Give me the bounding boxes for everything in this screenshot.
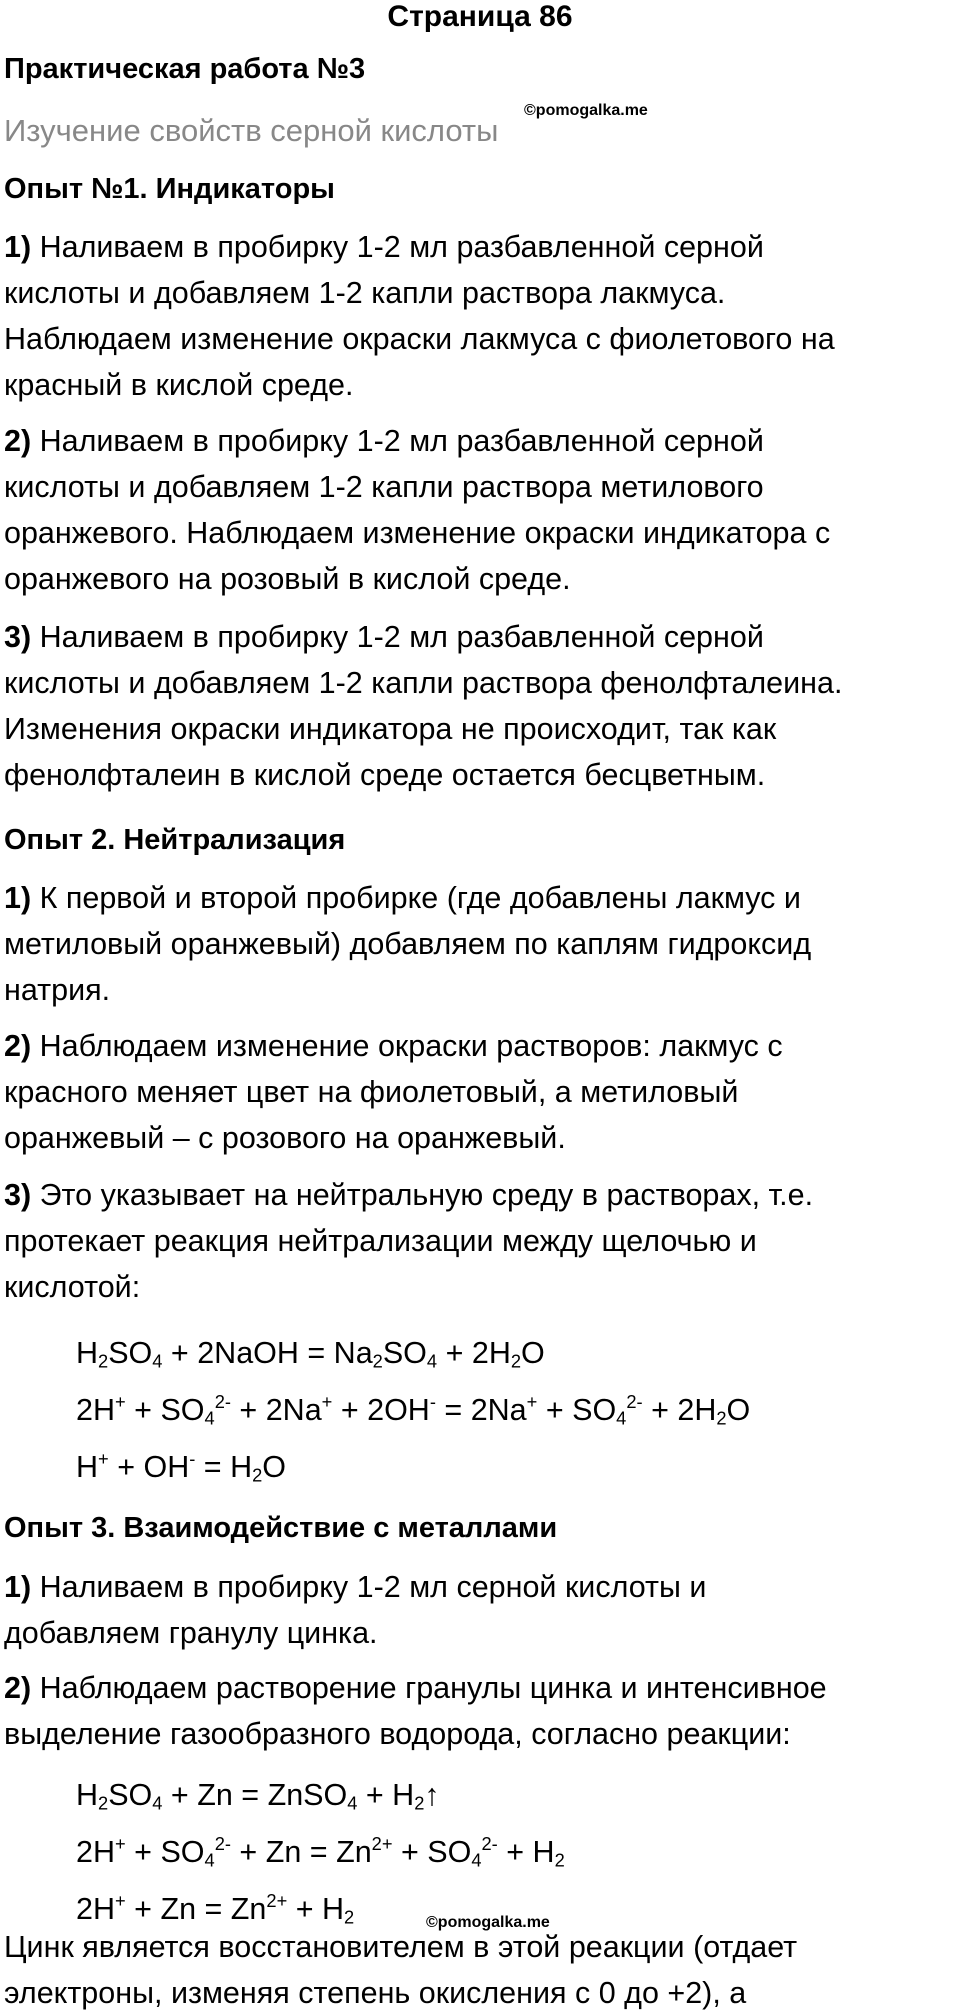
paragraph-line: 1) Наливаем в пробирку 1-2 мл серной кислоты и <box>4 1570 707 1604</box>
paragraph-line: 2) Наблюдаем растворение гранулы цинка и интенсивное <box>4 1671 827 1705</box>
watermark-bottom: ©pomogalka.me <box>426 1914 550 1931</box>
paragraph-line: 3) Наливаем в пробирку 1-2 мл разбавленной серной <box>4 620 764 654</box>
paragraph-line: Цинк является восстановителем в этой реакции (отдает <box>4 1930 798 1964</box>
exp1-item-1 <box>4 224 954 408</box>
paragraph-line: оранжевого. Наблюдаем изменение окраски индикатора с <box>4 516 831 550</box>
watermark-top: ©pomogalka.me <box>524 102 648 119</box>
paragraph-line: оранжевый – с розового на оранжевый. <box>4 1121 566 1155</box>
exp2-item-2 <box>4 1023 954 1161</box>
item-number: 2) <box>4 1671 32 1705</box>
exp2-item-3 <box>4 1172 954 1310</box>
exp1-item-3 <box>4 614 954 798</box>
paragraph-line: красный в кислой среде. <box>4 368 354 402</box>
exp2-item-1 <box>4 875 954 1013</box>
item-number: 1) <box>4 230 32 264</box>
paragraph-line: кислоты и добавляем 1-2 капли раствора метилового <box>4 470 764 504</box>
exp3-equation-1: $H_2SO_4 + Zn$ = ZnSO$_4$ + $H_2↑$ <box>76 1778 440 1814</box>
paragraph-line: натрия. <box>4 973 111 1007</box>
work-subtitle: Изучение свойств серной кислоты <box>4 113 499 148</box>
paragraph-line: фенолфталеин в кислой среде остается бесцветным. <box>4 758 766 792</box>
exp3-closing <box>4 1924 954 2016</box>
paragraph-line: оранжевого на розовый в кислой среде. <box>4 562 571 596</box>
exp3-item-2 <box>4 1665 954 1757</box>
paragraph-line: красного меняет цвет на фиолетовый, а метиловый <box>4 1075 739 1109</box>
paragraph-line: 3) Это указывает на нейтральную среду в растворах, т.е. <box>4 1178 814 1212</box>
paragraph-line: добавляем гранулу цинка. <box>4 1616 378 1650</box>
exp2-equation-1: $H_2SO_4$ + 2NaOH = $Na_2SO_4 + 2H_2O$ <box>76 1336 545 1372</box>
exp2-heading: Опыт 2. Нейтрализация <box>4 824 346 856</box>
paragraph-line: метиловый оранжевый) добавляем по каплям гидроксид <box>4 927 812 961</box>
exp3-equation-2: $2H^+ + SO_4^{2-} + Zn = Zn^{2+} + SO_4^{2-} + H_2$ <box>76 1833 565 1871</box>
item-number: 3) <box>4 620 32 654</box>
exp3-item-1 <box>4 1564 954 1656</box>
paragraph-line: Изменения окраски индикатора не происходит, так как <box>4 712 777 746</box>
exp3-heading: Опыт 3. Взаимодействие с металлами <box>4 1512 558 1544</box>
item-number: 2) <box>4 1029 32 1063</box>
exp1-item-2 <box>4 418 954 602</box>
paragraph-line: 2) Наливаем в пробирку 1-2 мл разбавленной серной <box>4 424 764 458</box>
item-number: 3) <box>4 1178 32 1212</box>
paragraph-line: выделение газообразного водорода, согласно реакции: <box>4 1717 791 1751</box>
paragraph-line: протекает реакция нейтрализации между щелочью и <box>4 1224 757 1258</box>
paragraph-line: электроны, изменяя степень окисления с 0 до +2), а <box>4 1976 747 2010</box>
paragraph-line: Наблюдаем изменение окраски лакмуса с фиолетового на <box>4 322 835 356</box>
exp2-equation-2: $2H^+ + SO_4^{2-} + 2Na^+ + 2OH^- = 2Na^+ + SO_4^{2-} + 2H_2O$ <box>76 1391 751 1429</box>
paragraph-line: 1) Наливаем в пробирку 1-2 мл разбавленной серной <box>4 230 764 264</box>
paragraph-line: кислоты и добавляем 1-2 капли раствора лакмуса. <box>4 276 726 310</box>
exp1-heading: Опыт №1. Индикаторы <box>4 173 335 205</box>
item-number: 1) <box>4 1570 32 1604</box>
exp3-equation-3: $2H^+ + Zn = Zn^{2+} + H_2$ <box>76 1890 355 1928</box>
page-title: Страница 86 <box>387 0 573 33</box>
work-title: Практическая работа №3 <box>4 53 366 85</box>
item-number: 2) <box>4 424 32 458</box>
paragraph-line: 2) Наблюдаем изменение окраски растворов: лакмус с <box>4 1029 783 1063</box>
paragraph-line: кислотой: <box>4 1270 141 1304</box>
item-number: 1) <box>4 881 32 915</box>
paragraph-line: 1) К первой и второй пробирке (где добавлены лакмус и <box>4 881 801 915</box>
paragraph-line: кислоты и добавляем 1-2 капли раствора фенолфталеина. <box>4 666 843 700</box>
exp2-equation-3: $H^+ + OH^- = H_2O$ <box>76 1448 287 1486</box>
